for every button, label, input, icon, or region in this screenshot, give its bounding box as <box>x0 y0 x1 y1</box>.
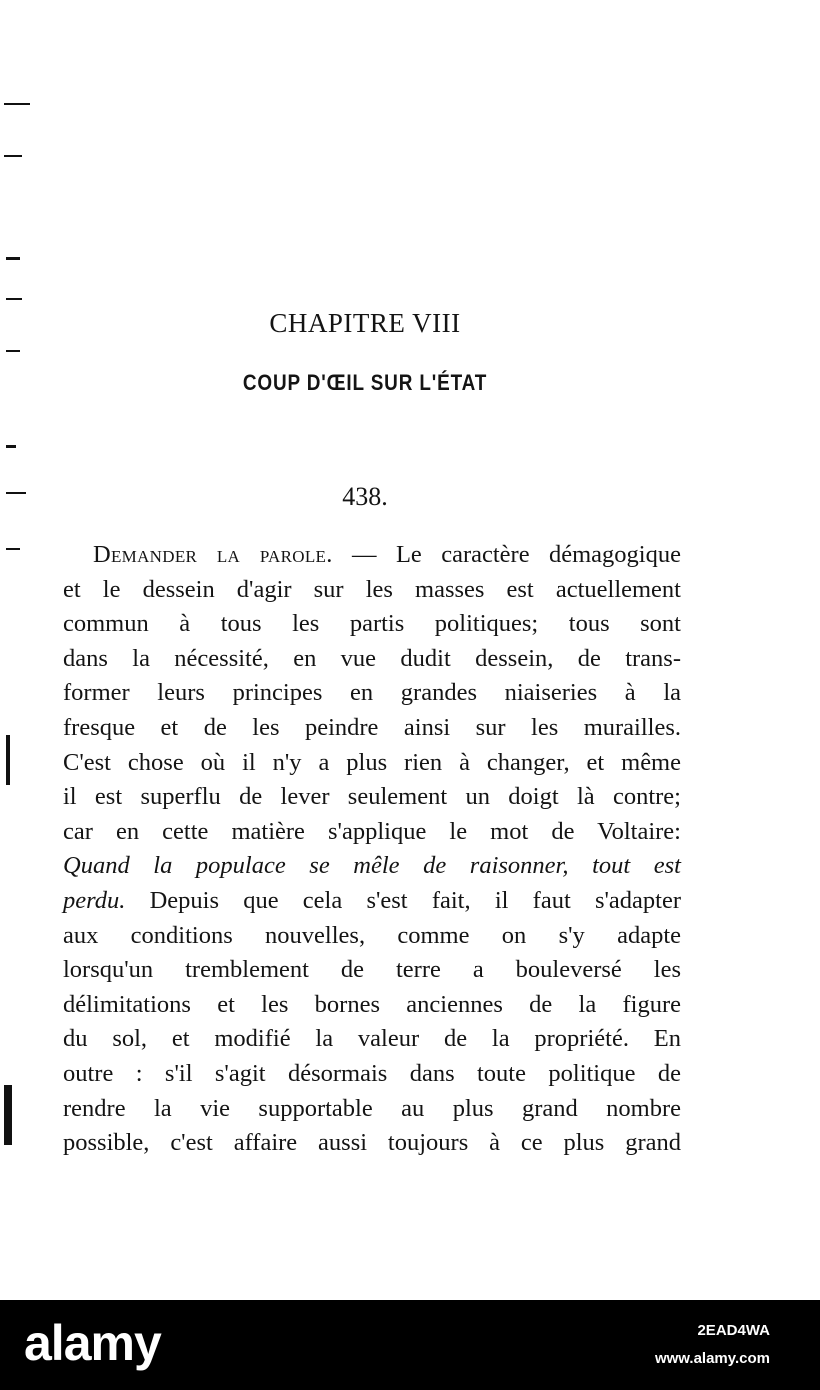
chapter-subtitle: COUP D'ŒIL SUR L'ÉTAT <box>242 370 488 395</box>
paragraph-lead: Demander la parole. <box>93 541 333 568</box>
text-line <box>63 538 681 573</box>
text-line: car en cette matière s'applique le mot de Voltaire: <box>63 817 681 845</box>
margin-scan-marks <box>0 0 30 1300</box>
text-line: former leurs principes en grandes niaiseries à la <box>63 679 681 707</box>
section-number: 438. <box>342 482 388 511</box>
text-line-content: — Le caractère démagogique <box>332 541 681 568</box>
text-line: aux conditions nouvelles, comme on s'y adapte <box>63 921 681 949</box>
text-line: fresque et de les peindre ainsi sur les murailles. <box>63 713 681 741</box>
text-line: commun à tous les partis politiques; tous sont <box>63 610 681 638</box>
italic-word: perdu. <box>63 886 126 914</box>
text-line: possible, c'est affaire aussi toujours à ce plus grand <box>63 1129 681 1157</box>
text-line: C'est chose où il n'y a plus rien à changer, et même <box>63 748 681 776</box>
text-line-content: Depuis que cela s'est fait, il faut s'adapter <box>125 886 681 914</box>
text-line: et le dessein d'agir sur les masses est actuellement <box>63 575 681 603</box>
site-url: www.alamy.com <box>654 1350 770 1367</box>
text-line: du sol, et modifié la valeur de la propriété. En <box>63 1025 681 1053</box>
chapter-title: CHAPITRE VIII <box>269 308 461 338</box>
text-line: dans la nécessité, en vue dudit dessein, de trans- <box>63 644 681 672</box>
text-line: outre : s'il s'agit désormais dans toute politique de <box>63 1059 681 1087</box>
text-line: il est superflu de lever seulement un doigt là contre; <box>63 783 681 811</box>
text-line-italic: Quand la populace se mêle de raisonner, tout est <box>63 852 681 880</box>
body-paragraph <box>63 538 681 1161</box>
text-line: lorsqu'un tremblement de terre a bouleversé les <box>63 956 681 984</box>
text-line: rendre la vie supportable au plus grand nombre <box>63 1094 681 1122</box>
alamy-logo: alamy <box>24 1315 161 1371</box>
text-line <box>63 884 681 919</box>
image-id: 2EAD4WA <box>697 1322 770 1339</box>
stock-watermark-bar <box>0 1300 820 1390</box>
text-line: délimitations et les bornes anciennes de la figure <box>63 990 681 1018</box>
